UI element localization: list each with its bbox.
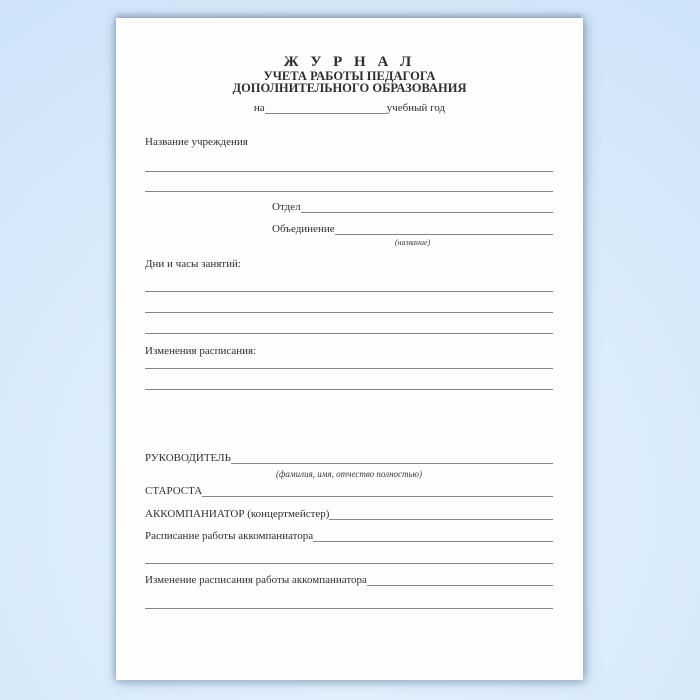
year-prefix-label: на	[253, 102, 265, 114]
accompanist-schedule-blank-line	[313, 541, 553, 542]
year-blank-line	[265, 113, 387, 114]
accompanist-blank-line	[329, 519, 553, 520]
accompanist-schedule-change-row	[145, 572, 553, 587]
schedule-changes-label: Изменения расписания:	[145, 345, 257, 357]
accompanist-row	[145, 506, 553, 521]
journal-title	[116, 54, 583, 94]
title-line-2: УЧЕТА РАБОТЫ ПЕДАГОГА	[263, 69, 436, 83]
department-label: Отдел	[272, 201, 301, 213]
association-label: Объединение	[272, 223, 335, 235]
association-caption: (название)	[394, 238, 431, 247]
accompanist-schedule-label: Расписание работы аккомпаниатора	[145, 530, 314, 542]
days-hours-label: Дни и часы занятий:	[145, 258, 241, 270]
schedule-changes-blank-line-2	[145, 389, 553, 390]
starosta-row	[145, 483, 553, 498]
days-hours-blank-line-3	[145, 333, 553, 334]
days-hours-blank-line-1	[145, 291, 553, 292]
year-suffix-label: учебный год	[386, 102, 446, 114]
accompanist-schedule-change-label: Изменение расписания работы аккомпаниатора	[145, 574, 367, 586]
institution-label: Название учреждения	[145, 136, 248, 148]
accompanist-schedule-change-blank-line	[367, 585, 553, 586]
accompanist-label: АККОМПАНИАТОР (концертмейстер)	[145, 508, 330, 520]
institution-blank-line-1	[145, 171, 553, 172]
head-blank-line	[231, 463, 553, 464]
association-blank-line	[335, 234, 553, 235]
days-hours-blank-line-2	[145, 312, 553, 313]
starosta-label: СТАРОСТА	[145, 485, 203, 497]
institution-blank-line-2	[145, 191, 553, 192]
title-line-3: ДОПОЛНИТЕЛЬНОГО ОБРАЗОВАНИЯ	[232, 80, 467, 95]
academic-year-row	[116, 100, 583, 115]
document-page	[116, 18, 583, 680]
title-line-1: Ж У Р Н А Л	[283, 54, 416, 70]
starosta-blank-line	[202, 496, 553, 497]
department-row	[272, 199, 553, 214]
head-caption: (фамилия, имя, отчество полностью)	[276, 469, 422, 479]
department-blank-line	[301, 212, 553, 213]
accompanist-schedule-row	[145, 528, 553, 543]
association-row	[272, 221, 553, 236]
head-row	[145, 450, 553, 465]
schedule-changes-blank-line-1	[145, 368, 553, 369]
accompanist-schedule-change-blank-line-2	[145, 608, 553, 609]
head-label: РУКОВОДИТЕЛЬ	[145, 452, 231, 464]
accompanist-schedule-blank-line-2	[145, 563, 553, 564]
